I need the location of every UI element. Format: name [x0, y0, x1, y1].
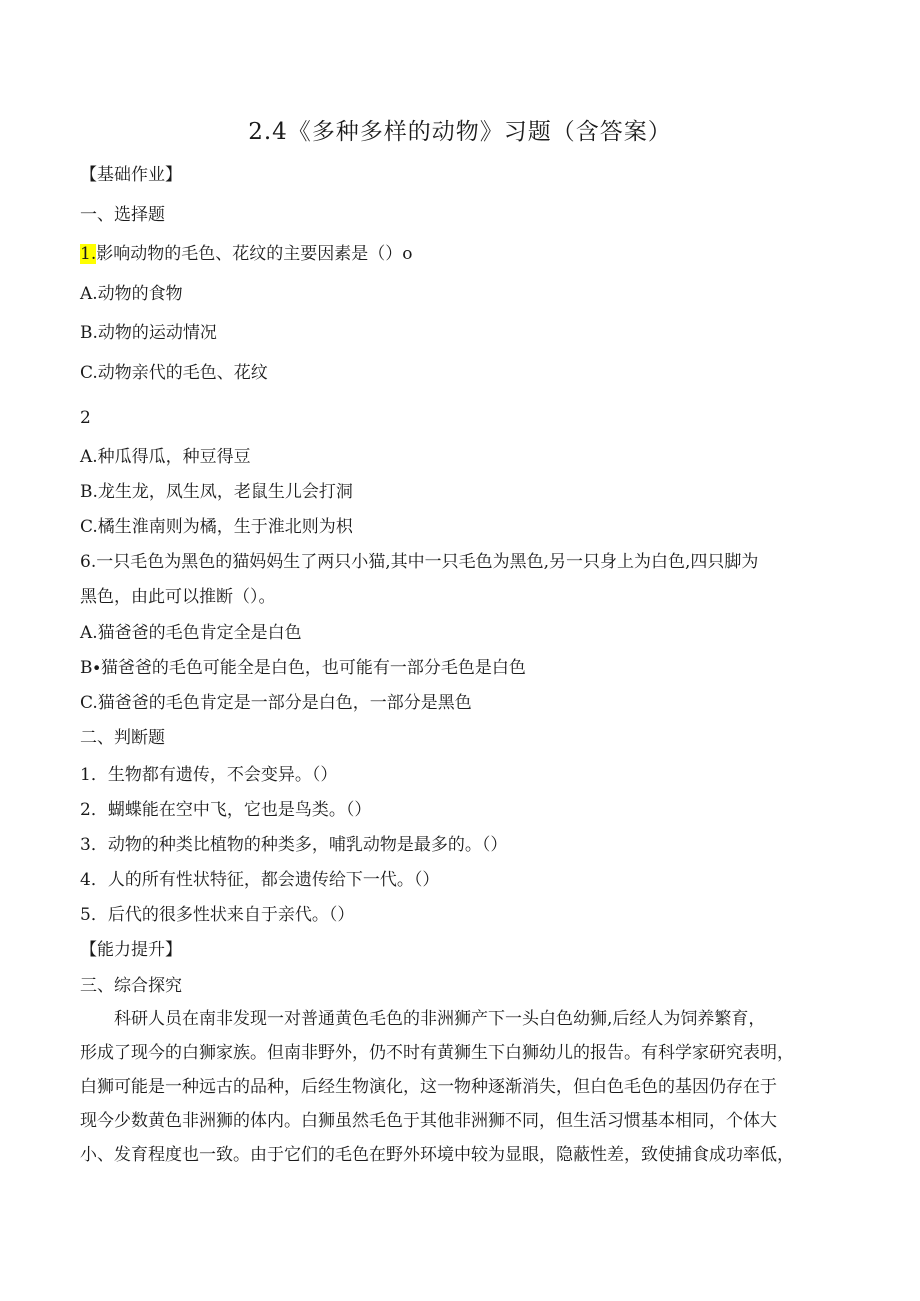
passage-line: 科研人员在南非发现一对普通黄色毛色的非洲狮产下一头白色幼狮,后经人为饲养繁育，: [114, 1009, 766, 1029]
part1-heading: 一、选择题: [80, 205, 165, 225]
question-6-option-a: A.猫爸爸的毛色肯定全是白色: [80, 623, 302, 643]
judge-item: 2．蝴蝶能在空中飞，它也是鸟类。（）: [80, 800, 372, 820]
section-ability-heading: 【能力提升】: [80, 940, 182, 960]
question-2-number: 2: [80, 408, 91, 428]
question-6-option-c: C.猫爸爸的毛色肯定是一部分是白色，一部分是黑色: [80, 693, 472, 713]
judge-item: 4．人的所有性状特征，都会遗传给下一代。（）: [80, 870, 440, 890]
page-title: 2.4《多种多样的动物》习题（含答案）: [248, 119, 672, 145]
judge-item: 5．后代的很多性状来自于亲代。（）: [80, 905, 355, 925]
passage-line: 现今少数黄色非洲狮的体内。白狮虽然毛色于其他非洲狮不同，但生活习惯基本相同，个体大: [80, 1111, 777, 1131]
question-2-option-a: A.种瓜得瓜，种豆得豆: [80, 447, 251, 467]
passage-line: 白狮可能是一种远古的品种，后经生物演化，这一物种逐渐消失，但白色毛色的基因仍存在于: [80, 1077, 777, 1097]
question-2-option-b: B.龙生龙，凤生凤，老鼠生儿会打洞: [80, 482, 353, 502]
part2-heading: 二、判断题: [80, 728, 165, 748]
question-1-option-c: C.动物亲代的毛色、花纹: [80, 363, 268, 383]
part3-passage: [80, 1002, 840, 1172]
judge-item: 1．生物都有遗传，不会变异。（）: [80, 765, 338, 785]
question-6-line-1: 6.一只毛色为黑色的猫妈妈生了两只小猫,其中一只毛色为黑色,另一只身上为白色,四只脚为: [80, 552, 759, 572]
question-1-option-b: B.动物的运动情况: [80, 323, 217, 343]
question-1-option-a: A.动物的食物: [80, 284, 183, 304]
question-6-option-b: B∙猫爸爸的毛色可能全是白色，也可能有一部分毛色是白色: [80, 658, 526, 678]
question-2-option-c: C.橘生淮南则为橘，生于淮北则为枳: [80, 517, 353, 537]
question-1-text: 影响动物的毛色、花纹的主要因素是（）o: [96, 244, 413, 264]
question-1-number: 1.: [80, 244, 97, 264]
section-basic-heading: 【基础作业】: [80, 165, 182, 185]
passage-line: 小、发育程度也一致。由于它们的毛色在野外环境中较为显眼，隐蔽性差，致使捕食成功率低，: [80, 1145, 794, 1165]
judge-item: 3．动物的种类比植物的种类多，哺乳动物是最多的。（）: [80, 835, 508, 855]
part3-heading: 三、综合探究: [80, 976, 182, 996]
passage-line: 形成了现今的白狮家族。但南非野外，仍不时有黄狮生下白狮幼儿的报告。有科学家研究表明，: [80, 1043, 794, 1063]
question-6-line-2: 黑色，由此可以推断（）。: [80, 587, 276, 607]
question-1: [80, 239, 412, 264]
